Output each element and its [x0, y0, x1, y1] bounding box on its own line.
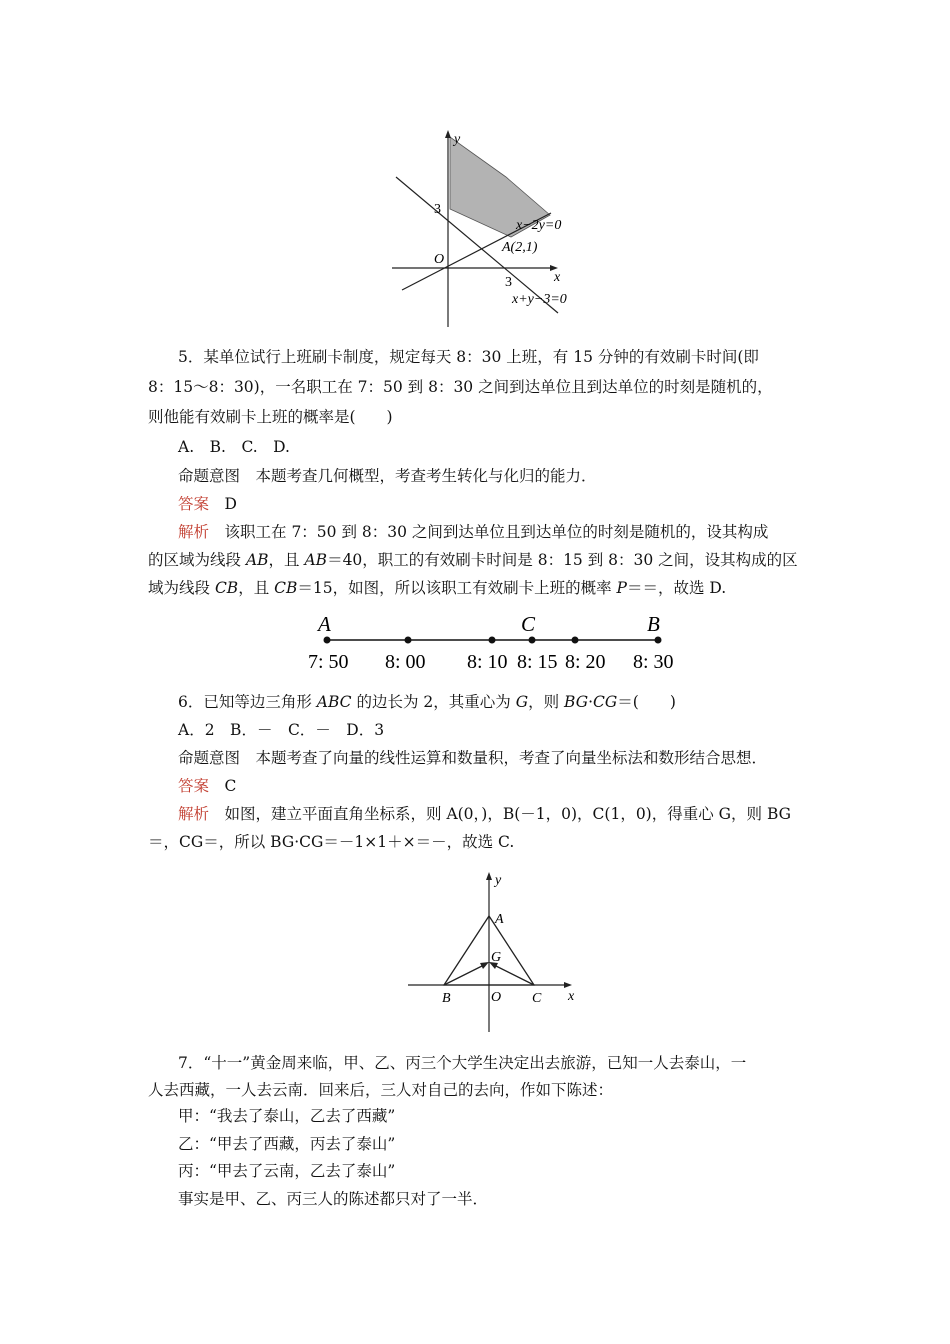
q7-stem-line-2: 人去西藏，一人去云南．回来后，三人对自己的去向，作如下陈述： — [148, 1081, 614, 1099]
text: ，且 — [268, 551, 305, 569]
x-axis-arrow — [564, 982, 572, 988]
dot-800 — [405, 637, 412, 644]
q5-analysis-line-3 — [148, 578, 726, 598]
timeline-label-c: C — [521, 612, 536, 636]
q5-analysis-label: 解析 — [178, 523, 210, 541]
q6-stem — [178, 692, 676, 712]
origin-label: O — [491, 990, 502, 1005]
timeline-tick-4: 8: 20 — [565, 651, 606, 673]
text: ＝15，如图，所以该职工有效刷卡上班的概率 — [297, 579, 617, 597]
y-axis-arrow — [445, 130, 451, 138]
q5-intent — [178, 466, 597, 486]
q5-analysis-line-2 — [148, 550, 798, 570]
probability-p: P — [616, 579, 627, 597]
vector-bg-arrow — [480, 962, 489, 969]
line2-label: x+y−3=0 — [512, 292, 567, 307]
q7-stem-line-1: 7．“十一”黄金周来临，甲、乙、丙三个大学生决定出去旅游，已知一人去泰山，一 — [178, 1054, 747, 1072]
q7-statement-3: 丙：“甲去了云南，乙去了泰山” — [178, 1162, 396, 1180]
q5-stem-line-3: 则他能有效刷卡上班的概率是( ) — [148, 408, 393, 426]
text: 的边长为 2，其重心为 — [351, 693, 516, 711]
text: ＝( ) — [617, 693, 676, 711]
q5-answer-value: D — [209, 495, 237, 513]
q5-answer — [178, 494, 237, 514]
vector-cg: CG — [593, 693, 618, 711]
timeline-tick-5: 8: 30 — [633, 651, 674, 673]
timeline-figure — [300, 604, 680, 684]
timeline-tick-3: 8: 15 — [517, 651, 558, 673]
q6-options: A．2 B．－ C．－ D．3 — [178, 721, 385, 739]
q5-answer-label: 答案 — [178, 495, 210, 513]
centroid-g-label: G — [491, 950, 502, 965]
dot-810 — [489, 637, 496, 644]
dot-b — [655, 637, 662, 644]
dot-product: · — [588, 693, 594, 711]
text: ，且 — [238, 579, 275, 597]
q6-analysis-line-2: ＝，CG＝，所以 BG·CG＝－1×1＋×＝－，故选 C. — [148, 833, 515, 851]
q5-intent-text: 本题考查几何概型，考查考生转化与化归的能力． — [240, 467, 597, 485]
q6-analysis-line-1 — [178, 804, 791, 824]
dot-820 — [572, 637, 579, 644]
text: ＝＝，故选 D. — [626, 579, 727, 597]
text: 的区域为线段 — [148, 551, 246, 569]
x-tick-label: 3 — [505, 275, 512, 290]
dot-a — [324, 637, 331, 644]
q5-analysis-line-1 — [178, 522, 768, 542]
q5-analysis-text-1: 该职工在 7：50 到 8：30 之间到达单位且到达单位的时刻是随机的，设其构成 — [209, 523, 769, 541]
centroid-g: G — [515, 693, 529, 711]
q6-analysis-label: 解析 — [178, 805, 210, 823]
point-a-label: A(2,1) — [502, 240, 538, 255]
feasible-region-figure — [388, 125, 608, 330]
segment-ab: AB — [304, 551, 328, 569]
q5-stem-line-2: 8：15～8：30)，一名职工在 7：50 到 8：30 之间到达单位且到达单位的时刻是随机的， — [148, 378, 773, 396]
text: ，则 — [528, 693, 565, 711]
q6-answer-value: C — [209, 777, 237, 795]
x-axis-label: x — [568, 989, 575, 1004]
segment-cb: CB — [274, 579, 298, 597]
timeline-label-b: B — [647, 612, 660, 636]
vertex-b-label: B — [442, 991, 451, 1006]
q6-answer — [178, 776, 236, 796]
q6-analysis-text-1: 如图，建立平面直角坐标系，则 A(0，)，B(－1，0)，C(1，0)，得重心 G，则 BG — [209, 805, 792, 823]
timeline-tick-1: 8: 00 — [385, 651, 426, 673]
triangle-figure — [400, 866, 595, 1036]
y-axis-arrow — [486, 872, 492, 880]
triangle-abc: ABC — [316, 693, 352, 711]
timeline-tick-0: 7: 50 — [308, 651, 349, 673]
y-axis-label: y — [454, 132, 461, 147]
origin-label: O — [434, 252, 445, 267]
q6-answer-label: 答案 — [178, 777, 210, 795]
text: ＝40，职工的有效刷卡时间是 8：15 到 8：30 之间，设其构成的区 — [327, 551, 798, 569]
y-axis-label: y — [495, 873, 502, 888]
q5-stem-line-1: 5．某单位试行上班刷卡制度，规定每天 8：30 上班，有 15 分钟的有效刷卡时间(即 — [178, 348, 759, 366]
q5-options: A. B. C. D. — [178, 438, 290, 456]
vector-bg: BG — [564, 693, 589, 711]
y-tick-label: 3 — [434, 202, 441, 217]
q6-intent-text: 本题考查了向量的线性运算和数量积，考查了向量坐标法和数形结合思想． — [240, 749, 768, 767]
vertex-c-label: C — [532, 991, 542, 1006]
segment-cb: CB — [214, 579, 239, 597]
text: 6．已知等边三角形 — [178, 693, 317, 711]
q7-statement-2: 乙：“甲去了西藏，丙去了泰山” — [178, 1135, 396, 1153]
vertex-a-label: A — [495, 912, 504, 927]
line1-label: x−2y=0 — [516, 218, 562, 233]
q6-intent — [178, 748, 767, 768]
q5-intent-label: 命题意图 — [178, 467, 241, 485]
x-axis-label: x — [554, 270, 561, 285]
timeline-label-a: A — [318, 612, 331, 636]
dot-c — [529, 637, 536, 644]
text: 域为线段 — [148, 579, 215, 597]
q7-statement-1: 甲：“我去了泰山，乙去了西藏” — [178, 1107, 396, 1125]
q7-conclusion: 事实是甲、乙、丙三人的陈述都只对了一半． — [178, 1190, 489, 1208]
segment-ab: AB — [245, 551, 269, 569]
timeline-tick-2: 8: 10 — [467, 651, 508, 673]
q6-intent-label: 命题意图 — [178, 749, 241, 767]
